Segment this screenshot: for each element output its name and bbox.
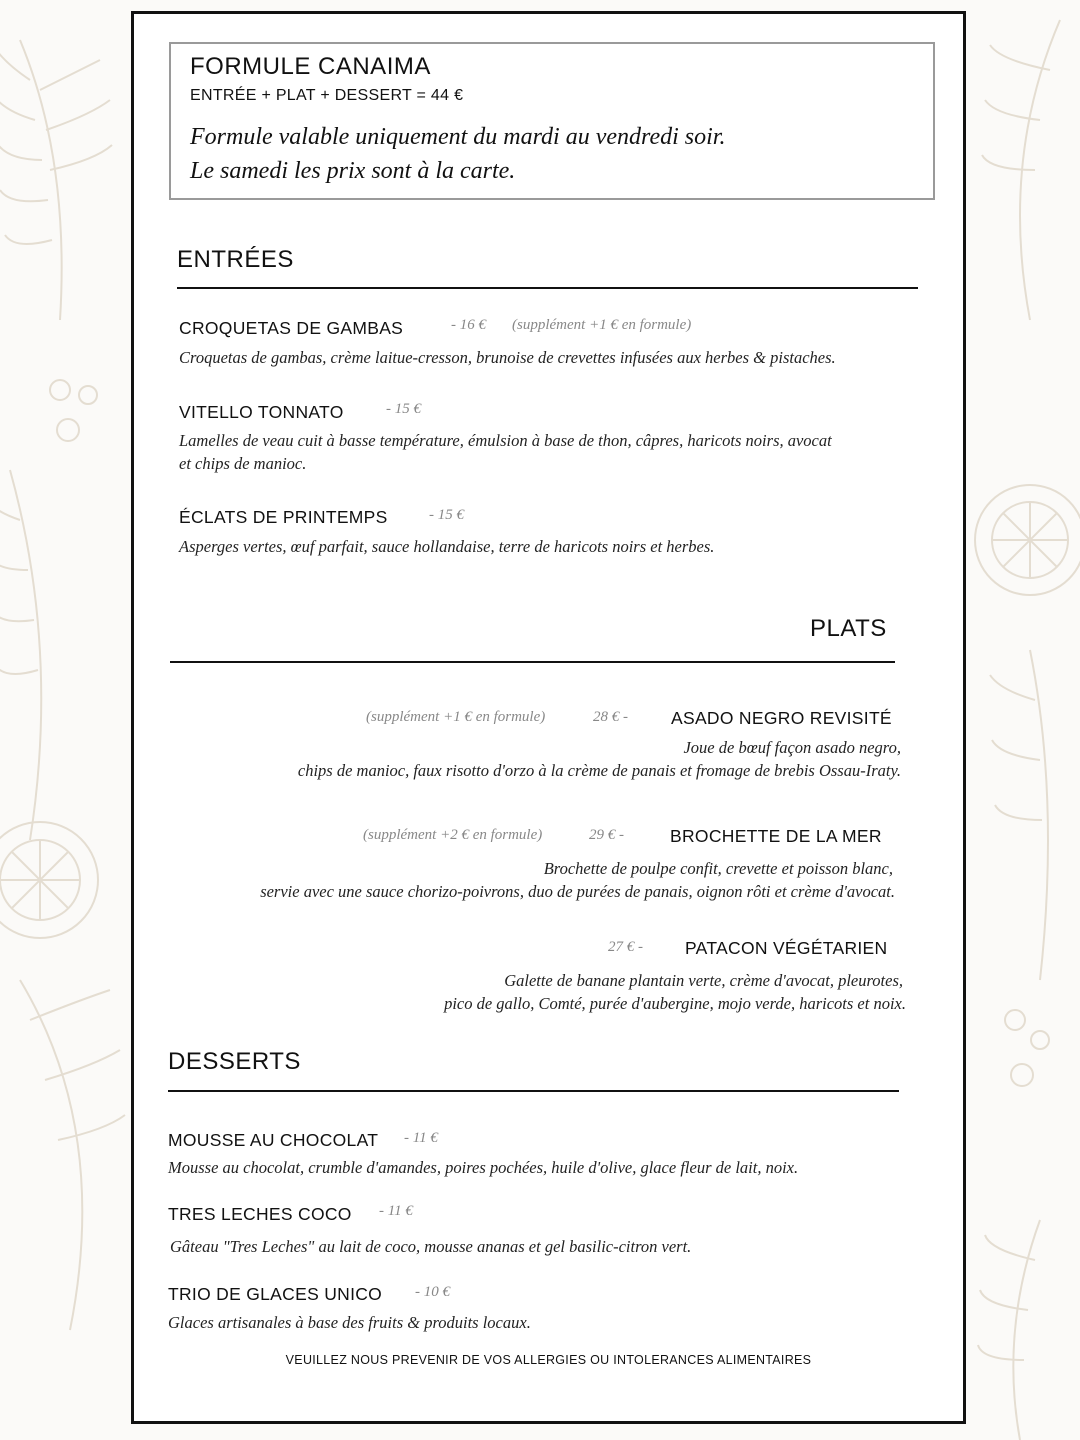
item-name: PATACON VÉGÉTARIEN [685, 938, 888, 958]
item-price: - 15 € [429, 507, 464, 523]
menu-page [131, 11, 966, 1424]
item-description: Lamelles de veau cuit à basse température, émulsion à base de thon, câpres, haricots noirs, avocat [179, 431, 832, 450]
item-name: TRES LECHES COCO [168, 1204, 352, 1224]
item-name: CROQUETAS DE GAMBAS [179, 318, 404, 338]
item-description: Gâteau "Tres Leches" au lait de coco, mousse ananas et gel basilic-citron vert. [170, 1237, 692, 1256]
item-supplement: (supplément +2 € en formule) [363, 827, 543, 843]
section-title-plats: PLATS [810, 615, 887, 642]
section-divider [170, 661, 895, 663]
item-description: Glaces artisanales à base des fruits & produits locaux. [168, 1313, 531, 1332]
item-supplement: (supplément +1 € en formule) [512, 317, 692, 333]
formule-box [169, 42, 935, 200]
item-price: 28 € - [593, 709, 628, 725]
formule-note-line: Le samedi les prix sont à la carte. [190, 158, 516, 184]
item-description: Brochette de poulpe confit, crevette et poisson blanc, [543, 859, 893, 878]
item-description: pico de gallo, Comté, purée d'aubergine, mojo verde, haricots et noix. [444, 994, 906, 1013]
item-name: BROCHETTE DE LA MER [670, 826, 882, 846]
item-price: - 11 € [379, 1203, 413, 1219]
item-name: ASADO NEGRO REVISITÉ [671, 708, 892, 728]
item-price: - 11 € [404, 1130, 438, 1146]
item-description: chips de manioc, faux risotto d'orzo à la crème de panais et fromage de brebis Ossau-Iraty. [297, 761, 901, 780]
item-description: Galette de banane plantain verte, crème d'avocat, pleurotes, [504, 971, 903, 990]
item-supplement: (supplément +1 € en formule) [366, 709, 546, 725]
section-divider [168, 1090, 899, 1092]
item-price: - 10 € [415, 1284, 450, 1300]
item-description: Mousse au chocolat, crumble d'amandes, poires pochées, huile d'olive, glace fleur de lait, noix. [168, 1158, 799, 1177]
section-divider [177, 287, 918, 289]
section-title-desserts: DESSERTS [168, 1048, 301, 1075]
item-name: ÉCLATS DE PRINTEMPS [179, 507, 388, 527]
item-price: - 15 € [386, 401, 421, 417]
item-name: VITELLO TONNATO [179, 402, 344, 422]
item-description: servie avec une sauce chorizo-poivrons, duo de purées de panais, oignon rôti et crème d'avocat. [260, 882, 895, 901]
formule-price: ENTRÉE + PLAT + DESSERT = 44 € [190, 87, 464, 104]
formule-title: FORMULE CANAIMA [190, 53, 431, 80]
item-price: - 16 € [451, 317, 486, 333]
formule-note [190, 120, 725, 188]
item-price: 29 € - [589, 827, 624, 843]
formule-note-line: Formule valable uniquement du mardi au vendredi soir. [190, 124, 726, 150]
item-name: TRIO DE GLACES UNICO [168, 1284, 383, 1304]
item-description: Joue de bœuf façon asado negro, [683, 738, 901, 757]
item-description: Croquetas de gambas, crème laitue-cresson, brunoise de crevettes infusées aux herbes & pistaches. [179, 348, 836, 367]
item-price: 27 € - [608, 939, 643, 955]
item-name: MOUSSE AU CHOCOLAT [168, 1130, 379, 1150]
item-description: et chips de manioc. [179, 454, 307, 473]
allergy-notice: VEUILLEZ NOUS PREVENIR DE VOS ALLERGIES OU INTOLERANCES ALIMENTAIRES [285, 1353, 812, 1367]
section-title-entrees: ENTRÉES [177, 246, 294, 273]
item-description: Asperges vertes, œuf parfait, sauce hollandaise, terre de haricots noirs et herbes. [179, 537, 715, 556]
